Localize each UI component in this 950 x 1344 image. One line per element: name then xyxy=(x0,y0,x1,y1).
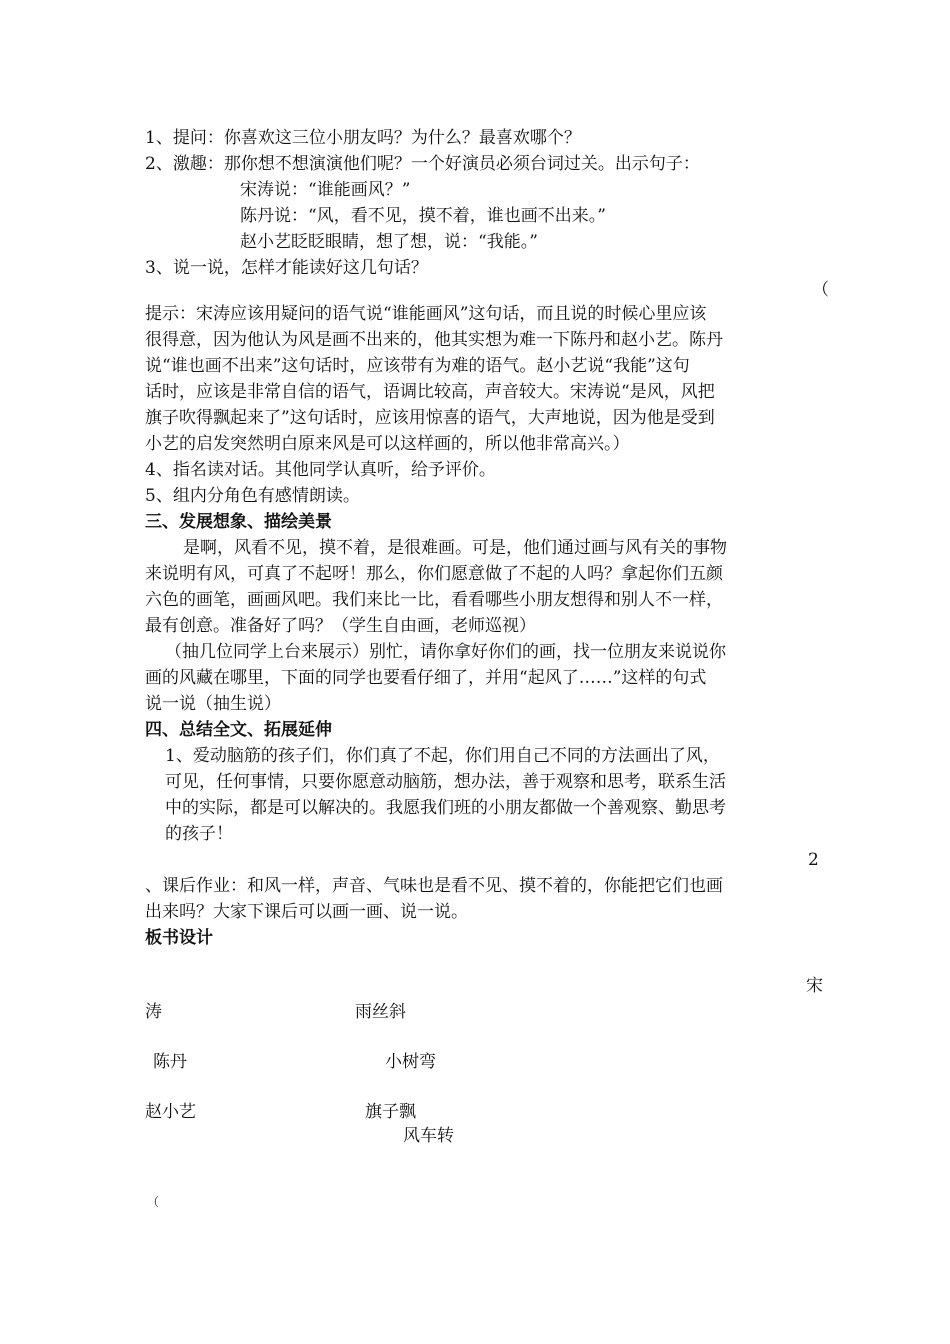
imagination-paragraph-line: 最有创意。准备好了吗？（学生自由画，老师巡视） xyxy=(145,616,536,636)
imagination-paragraph-line: 是啊，风看不见，摸不着，是很难画。可是，他们通过画与风有关的事物 xyxy=(183,538,727,558)
hint-paragraph-line: 小艺的启发突然明白原来风是可以这样画的，所以他非常高兴。） xyxy=(145,434,630,454)
dialogue-line-3: 赵小艺眨眨眼睛，想了想，说：“我能。” xyxy=(240,232,538,252)
hint-paragraph-line: 旗子吹得飘起来了”这句话时，应该用惊喜的语气，大声地说，因为他是受到 xyxy=(145,408,715,428)
imagination-paragraph-line: 来说明有风，可真了不起呀！那么，你们愿意做了不起的人吗？拿起你们五颜 xyxy=(145,564,723,584)
board-item-tao: 涛 xyxy=(145,1002,162,1022)
hint-paragraph-line: 提示：宋涛应该用疑问的语气说“谁能画风”这句话，而且说的时候心里应该 xyxy=(145,304,707,324)
summary-paragraph-line: 可见，任何事情，只要你愿意动脑筋，想办法，善于观察和思考，联系生活 xyxy=(165,772,726,792)
board-item-flag: 旗子飘 xyxy=(365,1102,416,1122)
board-item-chendan: 陈丹 xyxy=(153,1052,187,1072)
stray-parenthesis: （ xyxy=(147,1195,160,1209)
summary-paragraph-line: 中的实际，都是可以解决的。我愿我们班的小朋友都做一个善观察、勤思考 xyxy=(165,798,726,818)
stray-number: 2 xyxy=(808,850,819,870)
summary-paragraph-line: 1、爱动脑筋的孩子们，你们真了不起，你们用自己不同的方法画出了风， xyxy=(165,746,720,766)
step-5: 5、组内分角色有感情朗读。 xyxy=(145,486,360,506)
homework-line: 、课后作业：和风一样，声音、气味也是看不见、摸不着的，你能把它们也画 xyxy=(145,876,723,896)
summary-paragraph-line: 的孩子！ xyxy=(165,824,233,844)
step-1: 1、提问：你喜欢这三位小朋友吗？为什么？最喜欢哪个？ xyxy=(145,128,581,148)
display-paragraph-line: （抽几位同学上台来展示）别忙，请你拿好你们的画，找一位朋友来说说你 xyxy=(165,642,726,662)
board-item-song: 宋 xyxy=(806,976,823,996)
step-2: 2、激趣：那你想不想演演他们呢？一个好演员必须台词过关。出示句子： xyxy=(145,154,700,174)
imagination-paragraph-line: 六色的画笔，画画风吧。我们来比一比，看看哪些小朋友想得和别人不一样， xyxy=(145,590,723,610)
hint-paragraph-line: 很得意，因为他认为风是画不出来的，他其实想为难一下陈丹和赵小艺。陈丹 xyxy=(145,330,723,350)
board-item-windmill: 风车转 xyxy=(403,1126,454,1146)
step-4: 4、指名读对话。其他同学认真听，给予评价。 xyxy=(145,460,496,480)
board-item-tree: 小树弯 xyxy=(385,1052,436,1072)
board-item-zhao: 赵小艺 xyxy=(145,1102,196,1122)
hint-paragraph-line: 话时，应该是非常自信的语气，语调比较高，声音较大。宋涛说“是风，风把 xyxy=(145,382,715,402)
stray-parenthesis: （ xyxy=(812,280,829,300)
section-heading-4: 四、总结全文、拓展延伸 xyxy=(145,720,332,740)
step-3: 3、说一说，怎样才能读好这几句话？ xyxy=(145,258,428,278)
homework-line: 出来吗？大家下课后可以画一画、说一说。 xyxy=(145,902,468,922)
display-paragraph-line: 说一说（抽生说） xyxy=(145,694,281,714)
dialogue-line-2: 陈丹说：“风，看不见，摸不着，谁也画不出来。” xyxy=(240,206,606,226)
display-paragraph-line: 画的风藏在哪里，下面的同学也要看仔细了，并用“起风了……”这样的句式 xyxy=(145,668,707,688)
board-item-rain: 雨丝斜 xyxy=(355,1002,406,1022)
section-heading-3: 三、发展想象、描绘美景 xyxy=(145,512,332,532)
board-design-heading: 板书设计 xyxy=(145,928,213,948)
hint-paragraph-line: 说“谁也画不出来”这句话时，应该带有为难的语气。赵小艺说“我能”这句 xyxy=(145,356,690,376)
dialogue-line-1: 宋涛说：“谁能画风？” xyxy=(240,180,411,200)
